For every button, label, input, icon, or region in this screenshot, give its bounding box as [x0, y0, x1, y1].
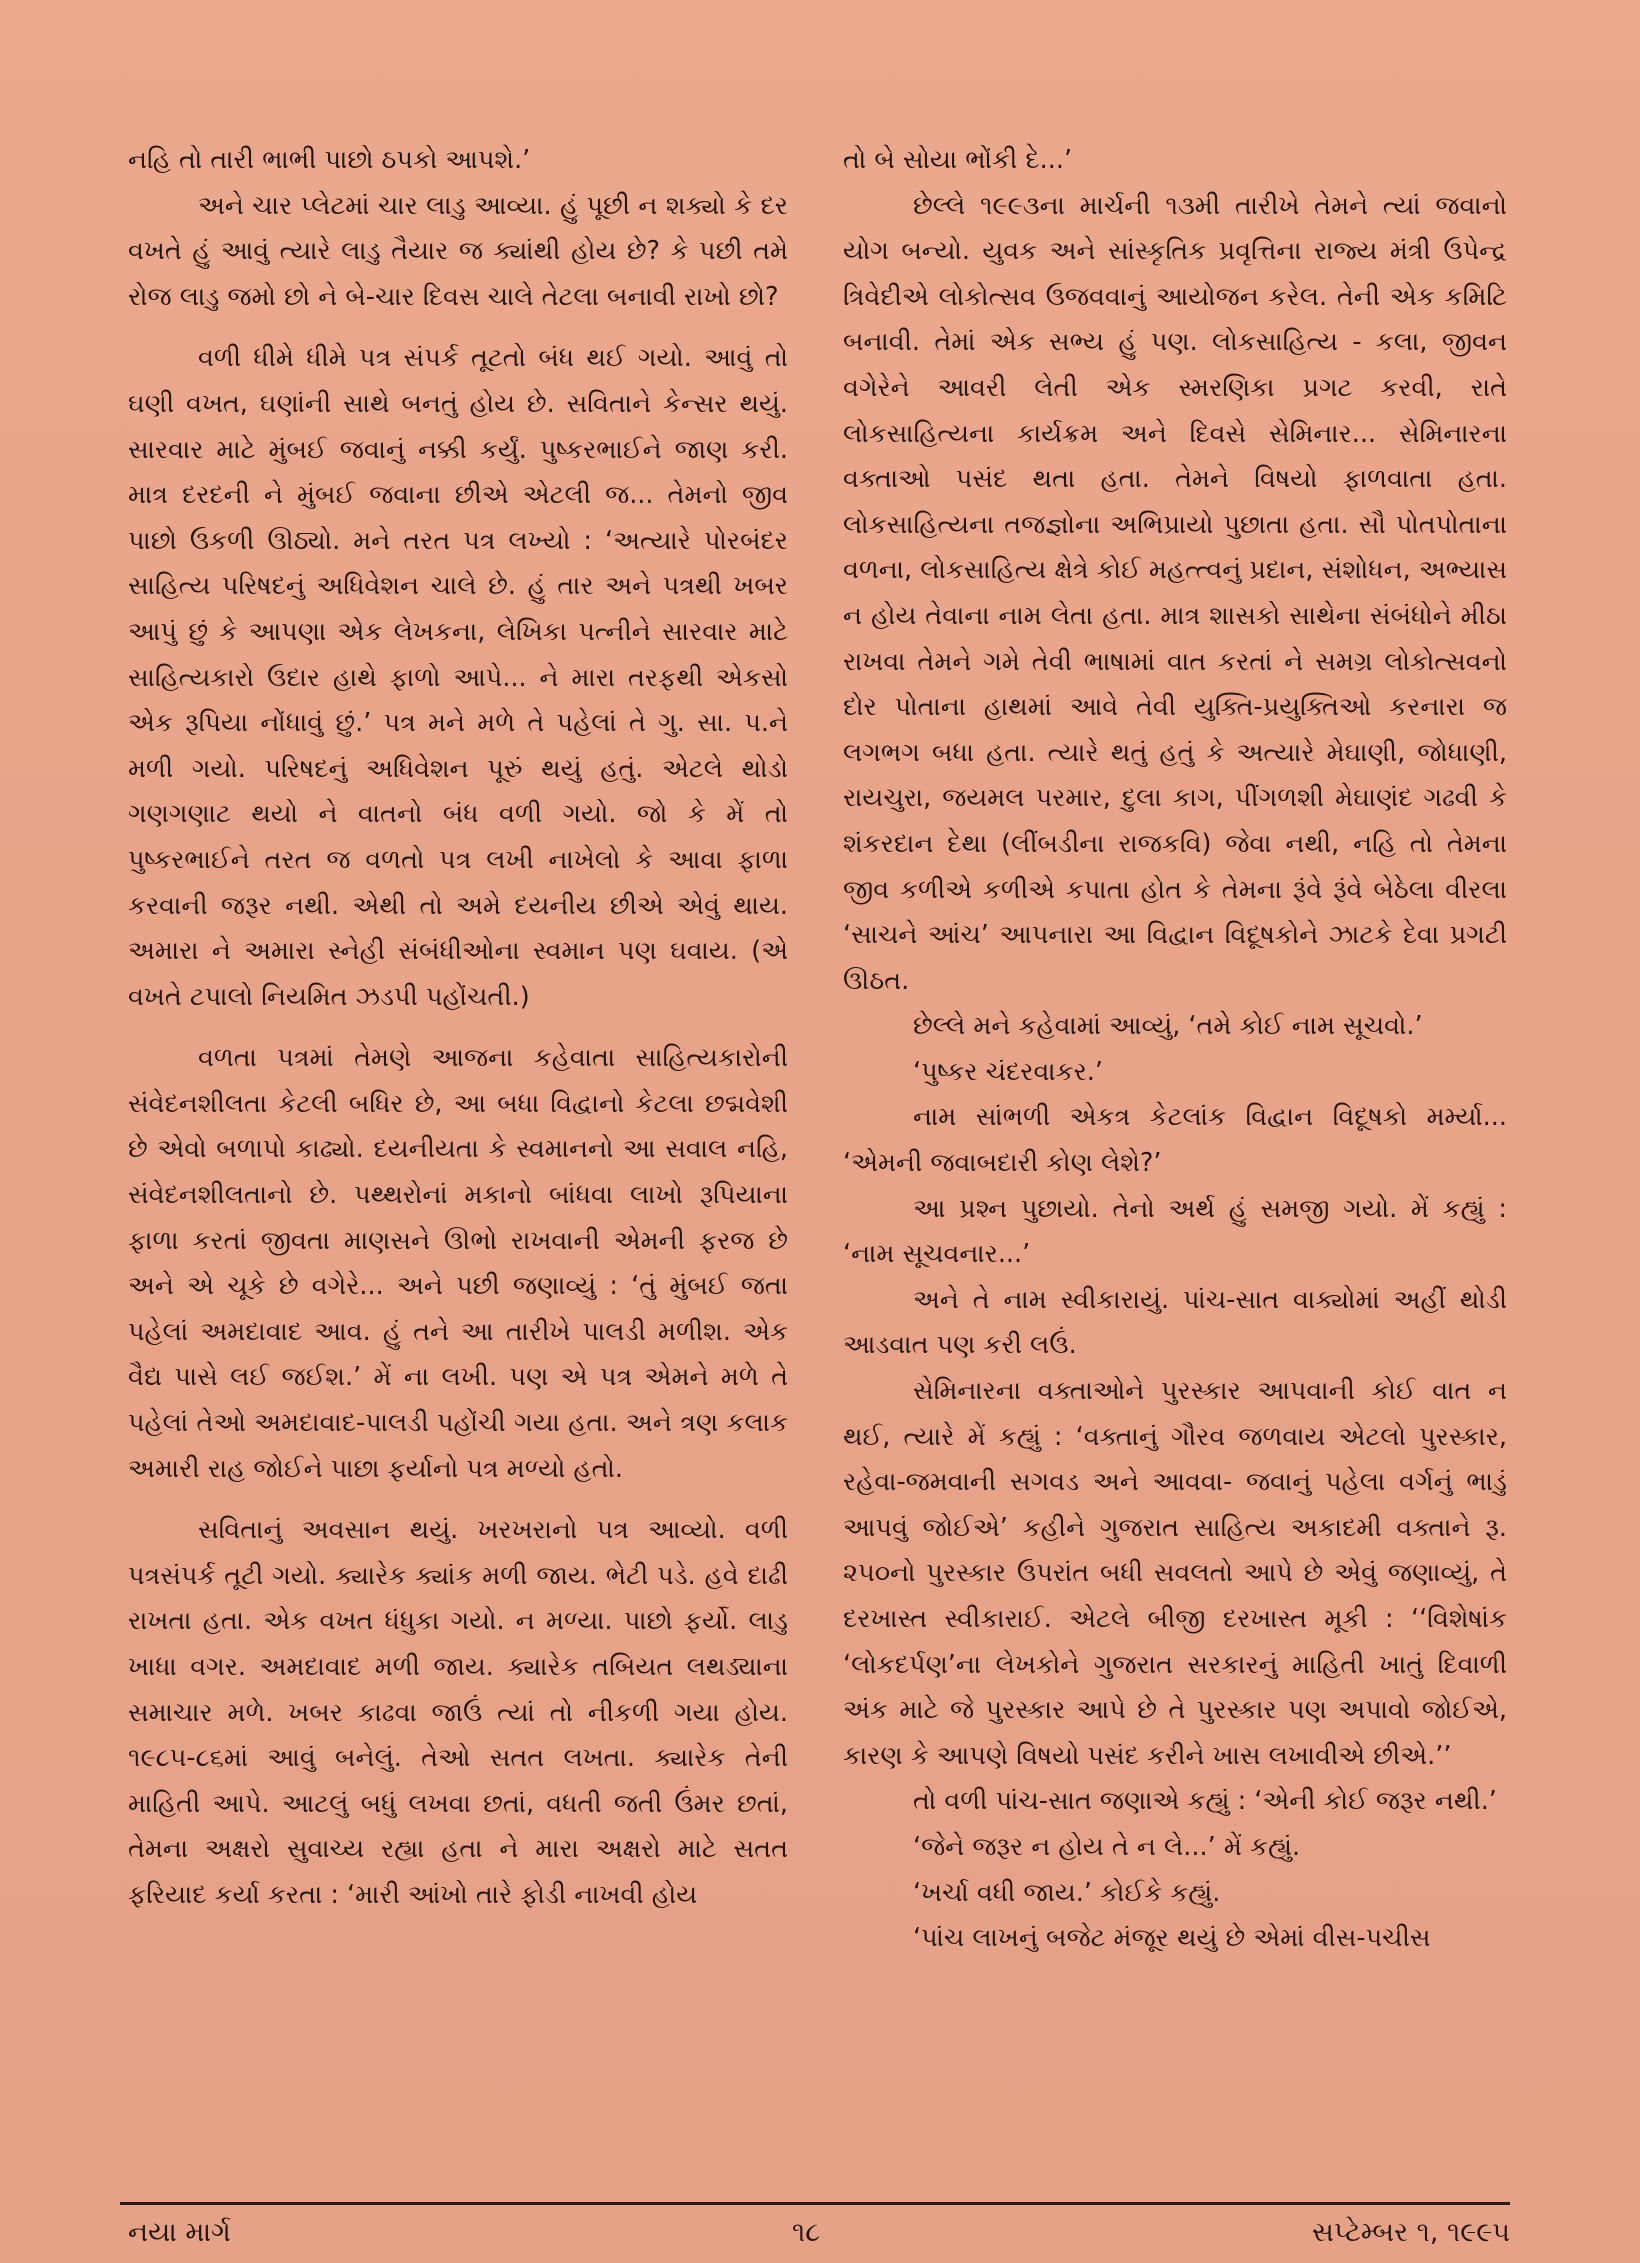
paragraph: ‘જેને જરૂર ન હોય તે ન લે...’ મેં કહ્યું.	[913, 1831, 1301, 1862]
paragraph: નહિ તો તારી ભાભી પાછો ઠપકો આપશે.’	[128, 145, 531, 175]
paragraph: છેલ્લે મને કહેવામાં આવ્યું, ‘તમે કોઈ નામ સૂચવો.’	[913, 1011, 1423, 1042]
issue-date: સપ્ટેમ્બર ૧, ૧૯૯૫	[1311, 2217, 1510, 2248]
paragraph: તો બે સોયા ભોંકી દે...’	[843, 145, 1073, 175]
paragraph: વળી ધીમે ધીમે પત્ર સંપર્ક તૂટતો બંધ થઈ ગયો. આવું તો ઘણી વખત, ઘણાંની સાથે બનતું હોય છે. સવિતાને કેન્સર થયું. સારવાર માટે મુંબઈ જવાનું નક્કી કર્યું. પુષ્કરભાઈને જાણ કરી. માત્ર દરદની ને મુંબઈ જવાના છીએ એટલી જ... તેમનો જીવ પાછો ઉકળી ઊઠ્યો. મને તરત પત્ર લખ્યો : ‘અત્યારે પોરબંદર સાહિત્ય પરિષદનું અધિવેશન ચાલે છે. હું તાર અને પત્રથી ખબર આપું છું કે આપણા એક લેખકના, લેખિકા પત્નીને સારવાર માટે સાહિત્યકારો ઉદાર હાથે ફાળો આપે... ને મારા તરફથી એકસો એક રૂપિયા નોંધાવું છું.’ પત્ર મને મળે તે પહેલાં તે ગુ. સા. પ.ને મળી ગયો. પરિષદનું અધિવેશન પૂરું થયું હતું. એટલે થોડો ગણગણાટ થયો ને વાતનો બંધ વળી ગયો. જો કે મેં તો પુષ્કરભાઈને તરત જ વળતો પત્ર લખી નાખેલો કે આવા ફાળા કરવાની જરૂર નથી. એથી તો અમે દયનીય છીએ એવું થાય. અમારા ને અમારા સ્નેહી સંબંધીઓના સ્વમાન પણ ઘવાય. (એ વખતે ટપાલો નિયમિત ઝડપી પહોંચતી.)	[128, 343, 788, 1012]
paragraph: તો વળી પાંચ-સાત જણાએ કહ્યું : ‘એની કોઈ જરૂર નથી.’	[913, 1786, 1497, 1817]
paragraph: સેમિનારના વક્તાઓને પુરસ્કાર આપવાની કોઈ વાત ન થઈ, ત્યારે મેં કહ્યું : ‘વક્તાનું ગૌરવ જળવાય એટલો પુરસ્કાર, રહેવા-જમવાની સગવડ અને આવવા- જવાનું પહેલા વર્ગનું ભાડું આપવું જોઈએ’ કહીને ગુજરાત સાહિત્ય અકાદમી વક્તાને રૂ. ૨૫૦નો પુરસ્કાર ઉપરાંત બધી સવલતો આપે છે એવું જણાવ્યું, તે દરખાસ્ત સ્વીકારાઈ. એટલે બીજી દરખાસ્ત મૂકી : ‘‘વિશેષાંક ‘લોકદર્પણ’ના લેખકોને ગુજરાત સરકારનું માહિતી ખાતું દિવાળી અંક માટે જે પુરસ્કાર આપે છે તે પુરસ્કાર પણ અપાવો જોઈએ, કારણ કે આપણે વિષયો પસંદ કરીને ખાસ લખાવીએ છીએ.’’	[843, 1376, 1507, 1771]
paragraph: ‘પુષ્કર ચંદરવાકર.’	[913, 1056, 1103, 1087]
page-number: ૧૮	[792, 2217, 821, 2248]
paragraph: આ પ્રશ્ન પુછાયો. તેનો અર્થ હું સમજી ગયો. મેં કહ્યું : ‘નામ સૂચવનાર...’	[843, 1193, 1507, 1270]
right-column	[843, 138, 1507, 1962]
paragraph: અને તે નામ સ્વીકારાયું. પાંચ-સાત વાક્યોમાં અહીં થોડી આડવાત પણ કરી લઉં.	[843, 1284, 1507, 1361]
magazine-name: નયા માર્ગ	[128, 2217, 231, 2248]
left-column	[128, 138, 788, 1919]
paragraph: નામ સાંભળી એકત્ર કેટલાંક વિદ્વાન વિદૂષકો મર્મ્યા... ‘એમની જવાબદારી કોણ લેશે?’	[843, 1102, 1507, 1179]
paragraph: સવિતાનું અવસાન થયું. ખરખરાનો પત્ર આવ્યો. વળી પત્રસંપર્ક તૂટી ગયો. ક્યારેક ક્યાંક મળી જાય. ભેટી પડે. હવે દાઢી રાખતા હતા. એક વખત ધંધુકા ગયો. ન મળ્યા. પાછો ફર્યો. લાડુ ખાધા વગર. અમદાવાદ મળી જાય. ક્યારેક તબિયત લથડ્યાના સમાચાર મળે. ખબર કાઢવા જાઉં ત્યાં તો નીકળી ગયા હોય. ૧૯૮૫-૮૬માં આવું બનેલું. તેઓ સતત લખતા. ક્યારેક તેની માહિતી આપે. આટલું બધું લખવા છતાં, વધતી જતી ઉંમર છતાં, તેમના અક્ષરો સુવાચ્ય રહ્યા હતા ને મારા અક્ષરો માટે સતત ફરિયાદ કર્યા કરતા : ‘મારી આંખો તારે ફોડી નાખવી હોય	[128, 1515, 788, 1910]
paragraph: ‘પાંચ લાખનું બજેટ મંજૂર થયું છે એમાં વીસ-પચીસ	[913, 1923, 1431, 1954]
paragraph: અને ચાર પ્લેટમાં ચાર લાડુ આવ્યા. હું પૂછી ન શક્યો કે દર વખતે હું આવું ત્યારે લાડુ તૈયાર જ ક્યાંથી હોય છે? કે પછી તમે રોજ લાડુ જમો છો ને બે-ચાર દિવસ ચાલે તેટલા બનાવી રાખો છો?	[128, 190, 788, 312]
paragraph: ‘ખર્ચા વધી જાય.’ કોઈકે કહ્યું.	[913, 1877, 1221, 1908]
page-footer	[120, 2202, 1510, 2248]
paragraph: છેલ્લે ૧૯૯૩ના માર્ચની ૧૩મી તારીખે તેમને ત્યાં જવાનો યોગ બન્યો. યુવક અને સાંસ્કૃતિક પ્રવૃત્તિના રાજ્ય મંત્રી ઉપેન્દ્ર ત્રિવેદીએ લોકોત્સવ ઉજવવાનું આયોજન કરેલ. તેની એક કમિટિ બનાવી. તેમાં એક સભ્ય હું પણ. લોકસાહિત્ય - કલા, જીવન વગેરેને આવરી લેતી એક સ્મરણિકા પ્રગટ કરવી, રાતે લોકસાહિત્યના કાર્યક્રમ અને દિવસે સેમિનાર... સેમિનારના વક્તાઓ પસંદ થતા હતા. તેમને વિષયો ફાળવાતા હતા. લોકસાહિત્યના તજજ્ઞોના અભિપ્રાયો પુછાતા હતા. સૌ પોતપોતાના વળના, લોકસાહિત્ય ક્ષેત્રે કોઈ મહત્ત્વનું પ્રદાન, સંશોધન, અભ્યાસ ન હોય તેવાના નામ લેતા હતા. માત્ર શાસકો સાથેના સંબંધોને મીઠા રાખવા તેમને ગમે તેવી ભાષામાં વાત કરતાં ને સમગ્ર લોકોત્સવનો દોર પોતાના હાથમાં આવે તેવી યુક્તિ-પ્રયુક્તિઓ કરનારા જ લગભગ બધા હતા. ત્યારે થતું હતું કે અત્યારે મેઘાણી, જોધાણી, રાયચુરા, જયમલ પરમાર, દુલા કાગ, પીંગળશી મેઘાણંદ ગઢવી કે શંકરદાન દેથા (લીંબડીના રાજકવિ) જેવા નથી, નહિ તો તેમના જીવ કળીએ કળીએ કપાતા હોત કે તેમના રૂંવે રૂંવે બેઠેલા વીરલા ‘સાચને આંચ’ આપનારા આ વિદ્વાન વિદૂષકોને ઝાટકે દેવા પ્રગટી ઊઠત.	[843, 190, 1508, 996]
paragraph: વળતા પત્રમાં તેમણે આજના કહેવાતા સાહિત્યકારોની સંવેદનશીલતા કેટલી બધિર છે, આ બધા વિદ્વાનો કેટલા છદ્મવેશી છે એવો બળાપો કાઢ્યો. દયનીયતા કે સ્વમાનનો આ સવાલ નહિ, સંવેદનશીલતાનો છે. પથ્થરોનાં મકાનો બાંધવા લાખો રૂપિયાના ફાળા કરતાં જીવતા માણસને ઊભો રાખવાની એમની ફરજ છે અને એ ચૂકે છે વગેરે... અને પછી જણાવ્યું : ‘તું મુંબઈ જતા પહેલાં અમદાવાદ આવ. હું તને આ તારીખે પાલડી મળીશ. એક વૈદ્ય પાસે લઈ જઈશ.’ મેં ના લખી. પણ એ પત્ર એમને મળે તે પહેલાં તેઓ અમદાવાદ-પાલડી પહોંચી ગયા હતા. અને ત્રણ કલાક અમારી રાહ જોઈને પાછા ફર્યાનો પત્ર મળ્યો હતો.	[128, 1043, 788, 1484]
